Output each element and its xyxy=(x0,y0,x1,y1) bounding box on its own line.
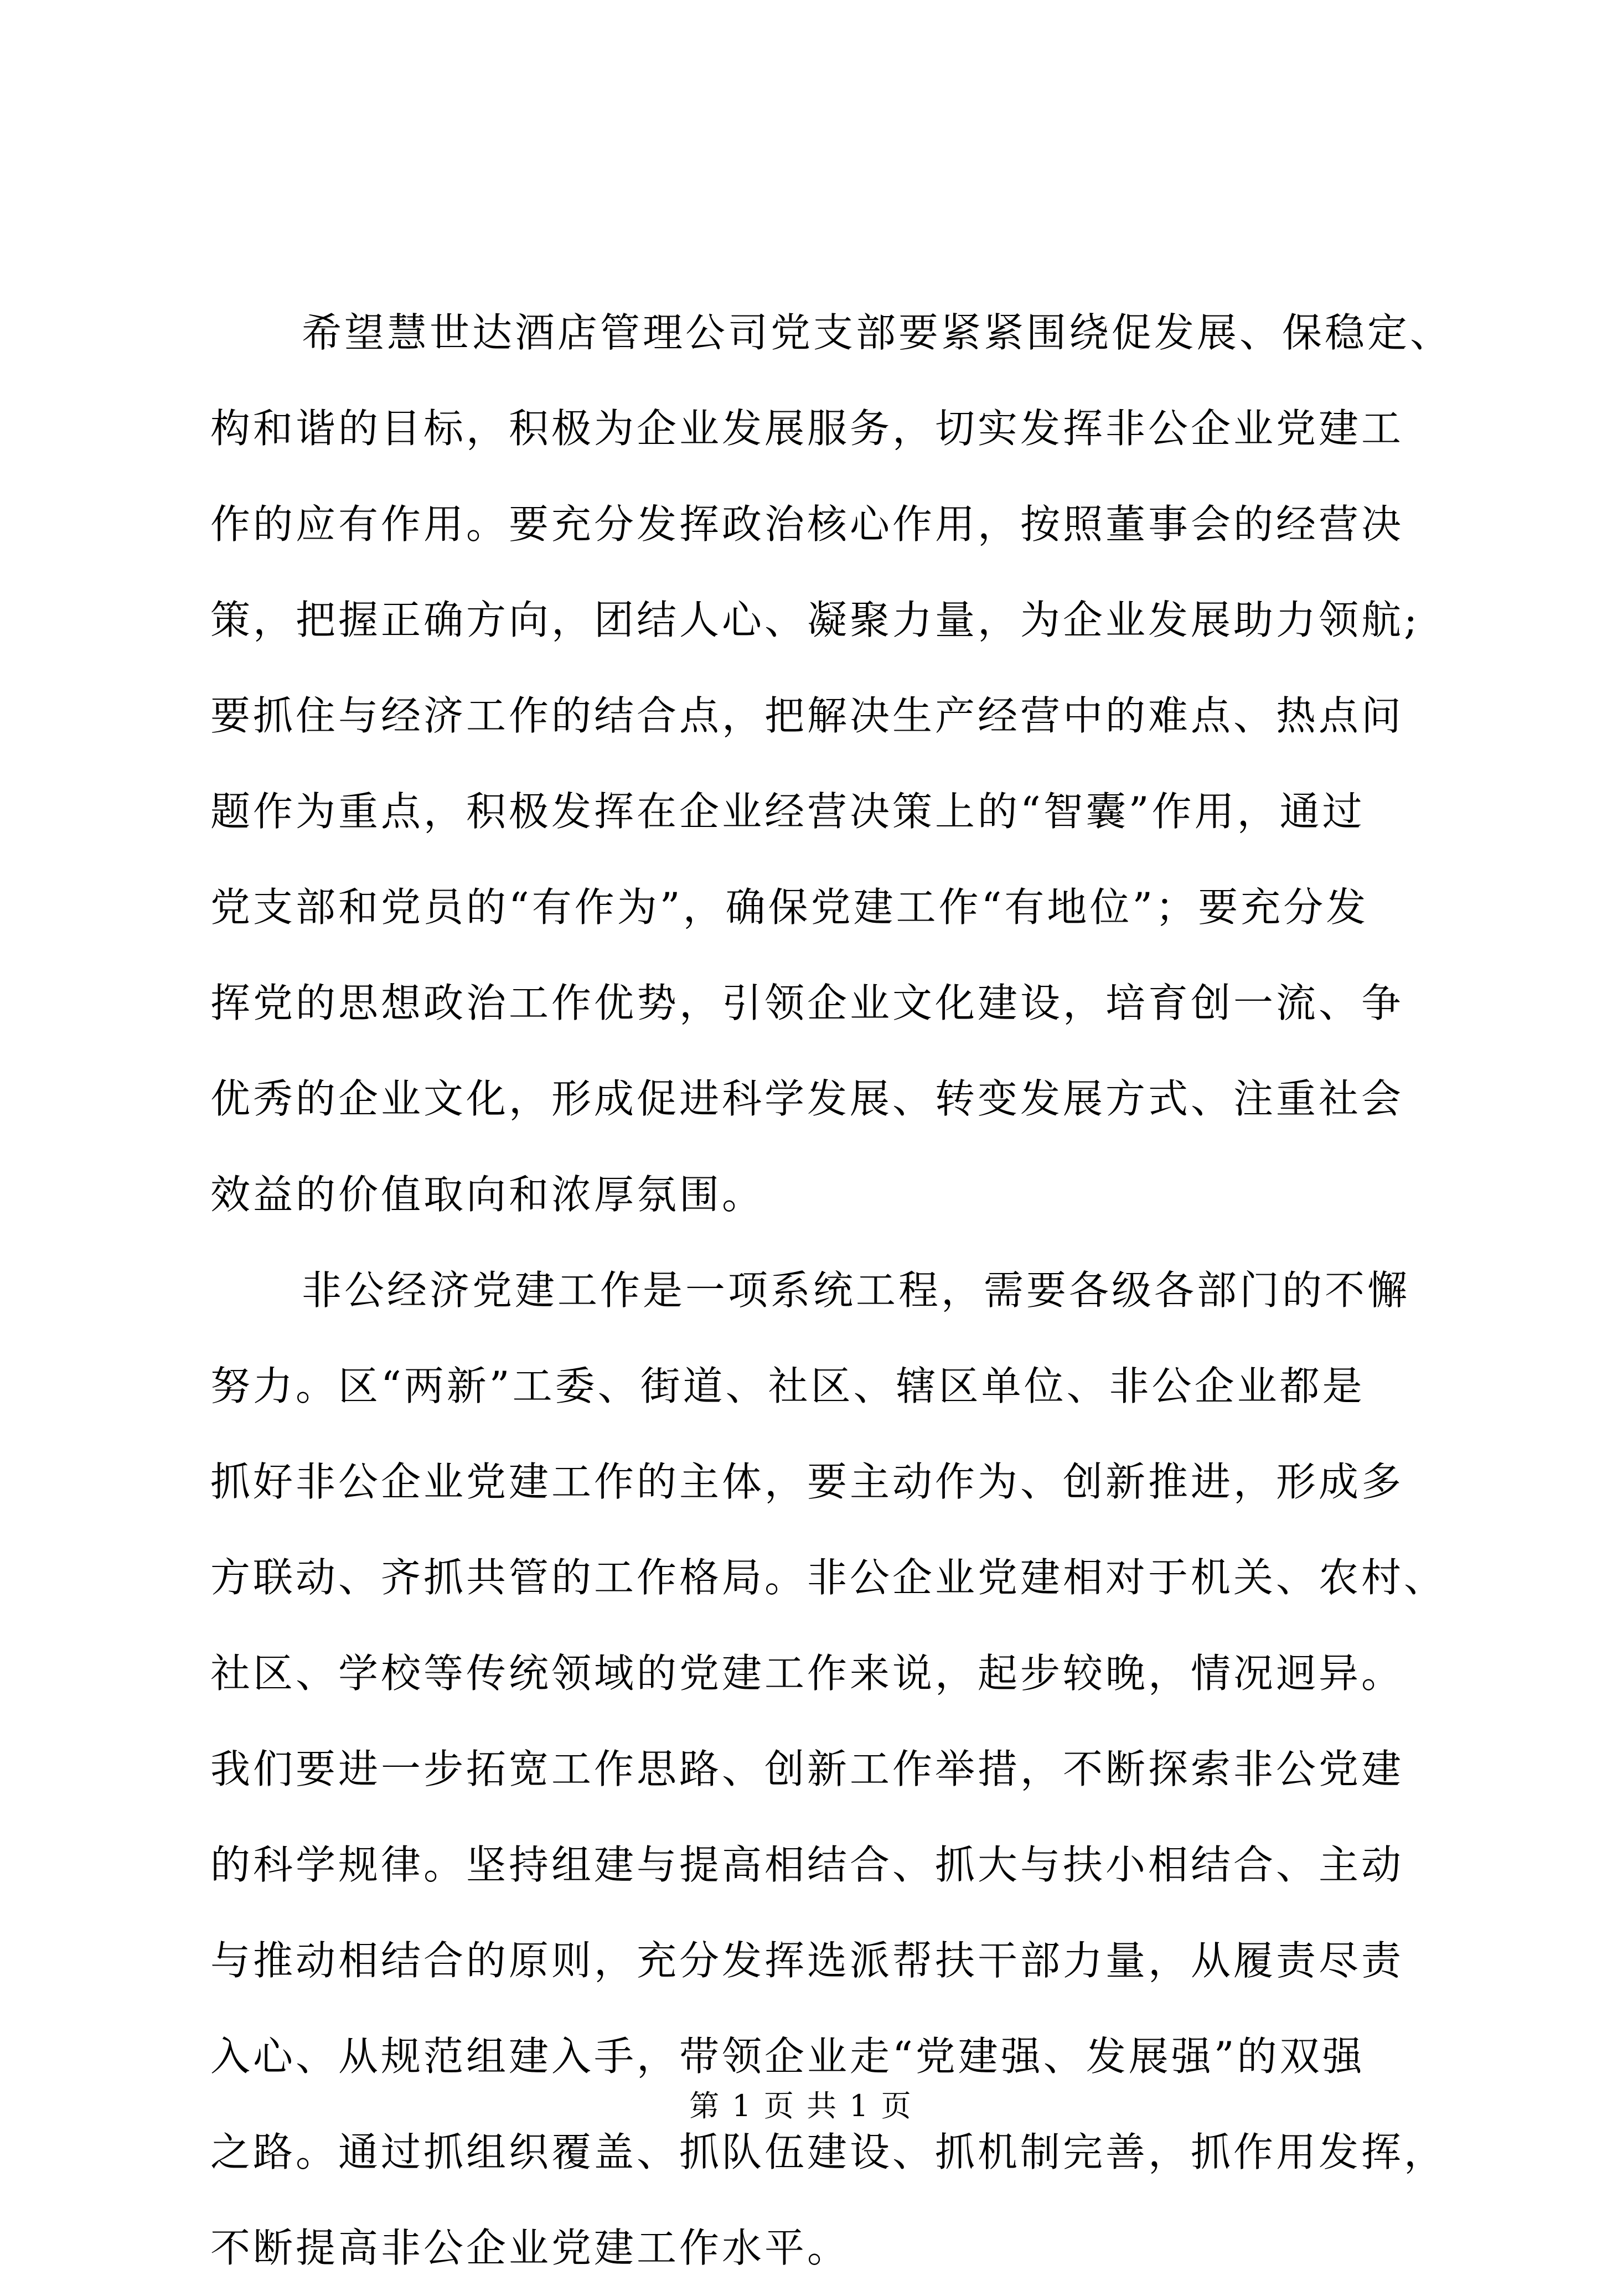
paragraph-line: 构和谐的目标，积极为企业发展服务，切实发挥非公企业党建工 xyxy=(210,405,1404,452)
paragraph-line: 抓好非公企业党建工作的主体，要主动作为、创新推进，形成多 xyxy=(210,1459,1404,1505)
paragraph-line: 挥党的思想政治工作优势，引领企业文化建设，培育创一流、争 xyxy=(210,980,1404,1026)
paragraph-2 xyxy=(210,1243,1447,2296)
paragraph-line: 的科学规律。坚持组建与提高相结合、抓大与扶小相结合、主动 xyxy=(210,1842,1404,1888)
paragraph-line: 策，把握正确方向，团结人心、凝聚力量，为企业发展助力领航; xyxy=(210,597,1420,643)
paragraph-line: 之路。通过抓组织覆盖、抓队伍建设、抓机制完善，抓作用发挥， xyxy=(210,2129,1447,2175)
paragraph-line: 希望慧世达酒店管理公司党支部要紧紧围绕促发展、保稳定、 xyxy=(302,309,1453,356)
paragraph-line: 我们要进一步拓宽工作思路、创新工作举措，不断探索非公党建 xyxy=(210,1746,1404,1792)
paragraph-line: 入心、从规范组建入手，带领企业走“党建强、发展强”的双强 xyxy=(210,2033,1365,2080)
paragraph-1 xyxy=(210,285,1453,1243)
paragraph-line: 不断提高非公企业党建工作水平。 xyxy=(210,2225,850,2271)
paragraph-line: 优秀的企业文化，形成促进科学发展、转变发展方式、注重社会 xyxy=(210,1075,1404,1122)
page-footer: 第 1 页 共 1 页 xyxy=(689,2088,913,2123)
paragraph-line: 方联动、齐抓共管的工作格局。非公企业党建相对于机关、农村、 xyxy=(210,1554,1447,1601)
paragraph-line: 要抓住与经济工作的结合点，把解决生产经营中的难点、热点问 xyxy=(210,692,1404,739)
paragraph-line: 效益的价值取向和浓厚氛围。 xyxy=(210,1171,765,1218)
paragraph-line: 非公经济党建工作是一项系统工程，需要各级各部门的不懈 xyxy=(302,1267,1410,1314)
paragraph-line: 党支部和党员的“有作为”，确保党建工作“有地位”；要充分发 xyxy=(210,884,1369,930)
paragraph-line: 题作为重点，积极发挥在企业经营决策上的“智囊”作用，通过 xyxy=(210,788,1365,835)
document-body xyxy=(210,285,1453,2296)
paragraph-line: 努力。区“两新”工委、街道、社区、辖区单位、非公企业都是 xyxy=(210,1363,1365,1409)
paragraph-line: 社区、学校等传统领域的党建工作来说，起步较晚，情况迥异。 xyxy=(210,1650,1404,1697)
paragraph-line: 作的应有作用。要充分发挥政治核心作用，按照董事会的经营决 xyxy=(210,501,1404,547)
paragraph-line: 与推动相结合的原则，充分发挥选派帮扶干部力量，从履责尽责 xyxy=(210,1937,1404,1984)
